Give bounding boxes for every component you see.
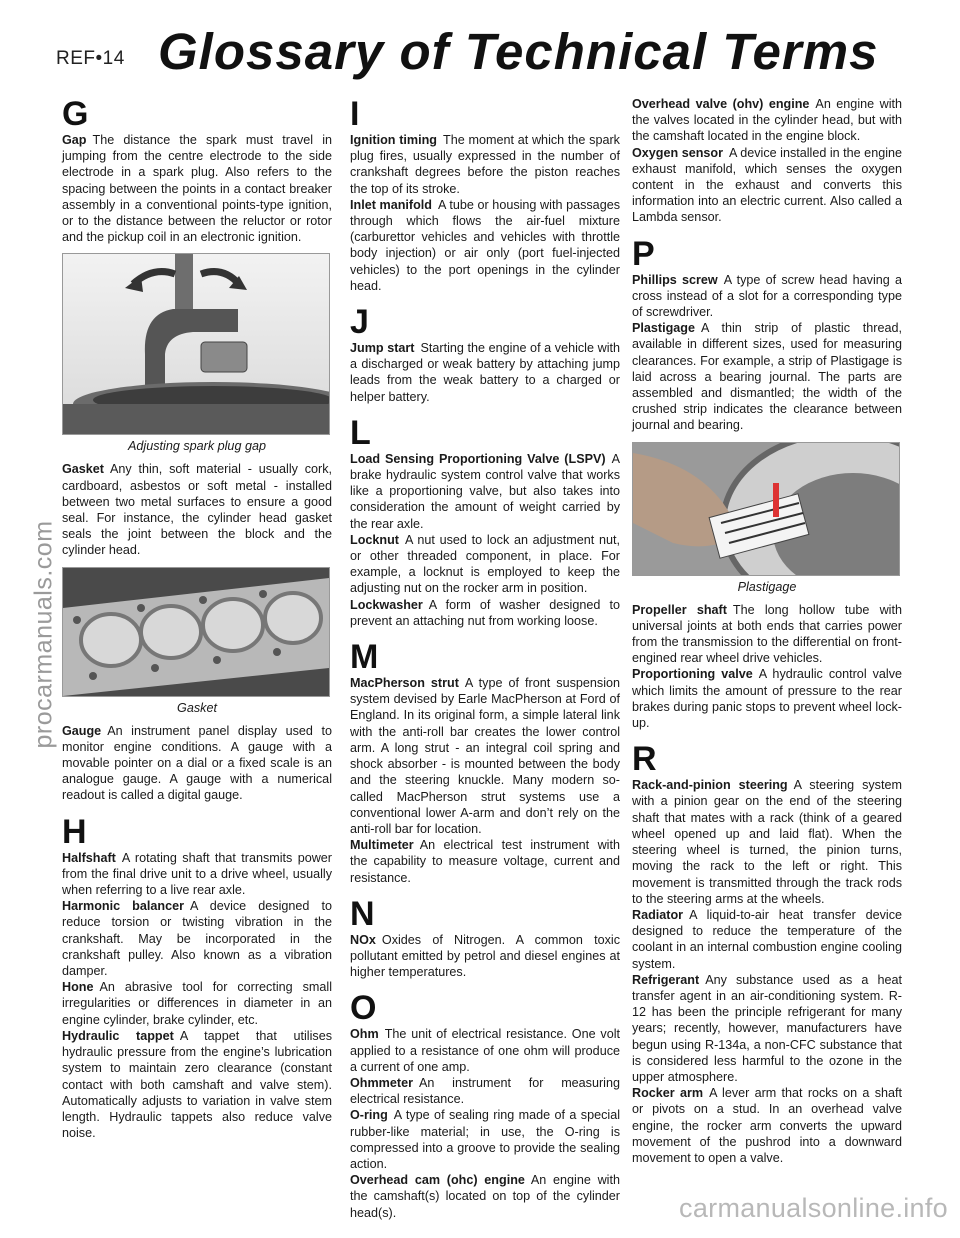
entry-term: Ohm [350, 1027, 379, 1042]
entry-definition: A thin strip of plastic thread, available in different sizes, used for measuring clearances. For example, a strip of Plastigage is laid across a bearing journal. The parts are assembled and dismantled; the width of the crushed strip indicates the clearance between journal and bearing. [632, 321, 902, 433]
glossary-entry [62, 979, 332, 1028]
entry-definition: Any thin, soft material - usually cork, cardboard, asbestos or soft metal - installed between two metal surfaces to ensure a good seal. For instance, the cylinder head gasket seals the joint between the block and the cylinder head. [62, 462, 332, 558]
side-watermark: procarmanuals.com [29, 520, 58, 749]
entry-term: Gap [62, 133, 87, 147]
entry-term: Rack-and-pinion steering [632, 778, 788, 793]
glossary-entry [632, 666, 902, 731]
entry-definition: An instrument for measuring electrical resistance. [350, 1075, 620, 1107]
entry-term: Gasket [62, 462, 105, 477]
section-letter: O [350, 989, 377, 1028]
glossary-entry [62, 898, 332, 979]
entry-term: Refrigerant [632, 972, 700, 987]
section-letter: L [350, 413, 371, 452]
glossary-entry [632, 602, 902, 667]
entry-term: Hone [62, 980, 94, 995]
entry-term: Proportioning valve [632, 667, 753, 682]
entry-definition: A liquid-to-air heat transfer device designed to reduce the temperature of the coolant in an internal combustion engine cooling system. [632, 907, 902, 971]
entry-term: Ohmmeter [350, 1075, 413, 1090]
spark-plug-photo [62, 253, 330, 435]
entry-definition: A device installed in the engine exhaust manifold, which senses the oxygen content in the exhaust and converts this information into an electric current. Also called a Lambda sensor. [632, 145, 903, 225]
entry-definition: A type of sealing ring made of a special rubber-like material; in use, the O-ring is compressed into a groove to provide the sealing action. [350, 1108, 620, 1171]
glossary-entry [632, 272, 902, 321]
figure-caption: Plastigage [737, 579, 797, 594]
entry-term: O-ring [350, 1108, 388, 1123]
page-title: Glossary of Technical Terms [158, 23, 879, 80]
glossary-entry [62, 850, 332, 899]
entry-term: Multimeter [350, 838, 414, 853]
bottom-watermark: carmanualsonline.info [679, 1193, 948, 1223]
section-letter: R [632, 740, 657, 779]
section-letter: M [350, 638, 379, 677]
glossary-entry [350, 932, 620, 981]
entry-definition: A hydraulic control valve which limits the amount of pressure to the rear brakes during panic stops to prevent wheel lock-up. [632, 667, 902, 731]
glossary-entry [350, 532, 620, 597]
glossary-entry [62, 1028, 332, 1141]
entry-term: Propeller shaft [632, 602, 727, 617]
entry-term: Hydraulic tappet [62, 1028, 174, 1043]
entry-definition: The moment at which the spark plug fires, usually expressed in the number of crankshaft degrees before the piston reaches the top of its stroke. [350, 133, 620, 196]
figure-spark-plug [62, 253, 332, 453]
entry-term: Overhead valve (ohv) engine [632, 97, 810, 111]
section-letter: N [350, 894, 375, 933]
entry-term: Plastigage [632, 321, 695, 336]
section-letter: J [350, 303, 369, 342]
glossary-entry [350, 1026, 620, 1075]
glossary-entry [350, 837, 620, 886]
entry-term: Radiator [632, 907, 684, 922]
entry-definition: An engine with the camshaft(s) located on top of the cylinder head(s). [350, 1173, 620, 1220]
figure-caption: Adjusting spark plug gap [128, 439, 266, 454]
entry-term: Harmonic balancer [62, 899, 184, 914]
figure-gasket [62, 567, 332, 715]
glossary-entry [632, 145, 902, 226]
entry-definition: A tube or housing with passages through which flows the air-fuel mixture (carburettor vehicles and vehicles with throttle body injection) or air only (port fuel-injected vehicles) to the port openings in the cylinder head. [350, 197, 620, 293]
entry-term: Phillips screw [632, 272, 718, 287]
entry-term: MacPherson strut [350, 676, 459, 691]
entry-definition: The long hollow tube with universal joints at both ends that carries power from the transmission to the differential on front-engined rear wheel drive vehicles. [632, 602, 902, 666]
section-letter: P [632, 234, 655, 273]
entry-definition: An instrument panel display used to monitor engine conditions. A gauge with a movable pointer on a dial or a fixed scale is an analogue gauge. A gauge with a numerical readout is called a digital gauge. [62, 723, 332, 803]
glossary-entry [632, 96, 902, 145]
glossary-entry [632, 777, 902, 907]
entry-term: Jump start [350, 341, 415, 356]
glossary-entry [632, 320, 902, 433]
entry-term: Halfshaft [62, 850, 116, 865]
glossary-entry [62, 461, 332, 558]
entry-definition: A type of screw head having a cross instead of a slot for a corresponding type of screwdriver. [632, 272, 902, 320]
section-letter: G [62, 95, 89, 133]
glossary-entry [350, 132, 620, 197]
section-letter: H [62, 812, 87, 851]
entry-term: Gauge [62, 723, 102, 738]
glossary-entry [350, 1172, 620, 1221]
figure-caption: Gasket [177, 700, 217, 715]
entry-definition: The distance the spark must travel in jumping from the centre electrode to the side electrode in a spark plug. Also refers to the spacing between the points in a contact breaker assembly in a conventional points-type ignition, or to the distance between the reluctor or rotor and the pickup coil in an electronic ignition. [62, 133, 332, 245]
page-number: REF•14 [56, 48, 125, 69]
entry-term: Overhead cam (ohc) engine [350, 1173, 525, 1188]
entry-definition: A form of washer designed to prevent an attaching nut from working loose. [350, 597, 620, 628]
glossary-entry [350, 675, 620, 837]
glossary-entry [632, 907, 902, 972]
entry-term: Locknut [350, 532, 399, 547]
entry-definition: A steering system with a pinion gear on the end of the steering shaft that mates with a rack (think of a geared wheel opened up and laid flat). When the steering wheel is turned, the pinion turns, moving the rack to the left or right. This movement is transmitted through the track rods to the steering arms at the wheels. [632, 778, 902, 906]
entry-definition: A brake hydraulic system control valve that works like a proportioning valve, but also takes into consideration the amount of weight carried by the rear axle. [350, 451, 620, 531]
entry-definition: A device designed to reduce torsion or twisting vibration in the crankshaft. May be incorporated in the crankshaft pulley. Also known as a vibration damper. [62, 899, 332, 979]
entry-term: Rocker arm [632, 1086, 704, 1101]
column-3 [632, 96, 902, 1166]
glossary-entry [350, 340, 620, 405]
glossary-entry [350, 1107, 620, 1172]
glossary-entry [62, 723, 332, 804]
entry-definition: An electrical test instrument with the capability to measure voltage, current and resistance. [350, 838, 620, 885]
glossary-entry [350, 1075, 620, 1107]
entry-definition: A type of front suspension system devised by Earle MacPherson at Ford of England. In its original form, a simple lateral link with the anti-roll bar creates the lower control arm. A long strut - an integral coil spring and shock absorber - is mounted between the body and the steering knuckle. Many modern so-called MacPherson strut systems use a conventional lower A-arm and don’t rely on the anti-roll bar for location. [350, 676, 621, 836]
entry-definition: Any substance used as a heat transfer agent in an air-conditioning system. R-12 has been the principle refrigerant for many years; recently, however, manufacturers have begun using R-134a, a non-CFC substance that is considered less harmful to the ozone in the upper atmosphere. [632, 972, 902, 1084]
entry-term: Lockwasher [350, 597, 423, 612]
entry-definition: A lever arm that rocks on a shaft or pivots on a stud. In an overhead valve engine, the rocker arm converts the upward movement of the pushrod into a downward movement to open a valve. [632, 1086, 903, 1165]
column-1 [62, 96, 332, 1141]
plastigage-photo [632, 442, 900, 576]
glossary-entry [350, 197, 620, 294]
section-letter: I [350, 95, 360, 133]
glossary-entry [350, 451, 620, 532]
entry-term: Inlet manifold [350, 197, 432, 212]
column-2 [350, 96, 620, 1221]
entry-term: Load Sensing Proportioning Valve (LSPV) [350, 451, 606, 466]
entry-definition: An engine with the valves located in the cylinder head, but with the camshaft located in the engine block. [632, 97, 902, 144]
entry-definition: Oxides of Nitrogen. A common toxic pollutant emitted by petrol and diesel engines at higher temperatures. [350, 932, 620, 980]
entry-definition: A rotating shaft that transmits power from the final drive unit to a drive wheel, usually when referring to a live rear axle. [62, 850, 332, 898]
glossary-entry [632, 1085, 902, 1166]
page-header [48, 18, 928, 84]
glossary-entry [350, 597, 620, 629]
entry-definition: Starting the engine of a vehicle with a discharged or weak battery by attaching jump leads from the weak battery to a charged or helper battery. [350, 341, 620, 404]
gasket-photo [62, 567, 330, 697]
entry-term: Oxygen sensor [632, 145, 724, 160]
glossary-entry [632, 972, 902, 1085]
entry-term: Ignition timing [350, 133, 437, 147]
entry-definition: The unit of electrical resistance. One volt applied to a resistance of one ohm will produce a current of one amp. [350, 1027, 620, 1074]
entry-definition: An abrasive tool for correcting small irregularities or differences in diameter in an engine cylinder, brake cylinder, etc. [62, 980, 332, 1027]
entry-definition: A tappet that utilises hydraulic pressure from the engine’s lubrication system to maintain zero clearance (constant contact with both camshaft and valve stem). Automatically adjusts to variation in valve stem length. Hydraulic tappets also reduce valve noise. [62, 1028, 333, 1141]
entry-term: NOx [350, 932, 376, 947]
figure-plastigage [632, 442, 902, 594]
entry-definition: A nut used to lock an adjustment nut, or other threaded component, in place. For example, a locknut is employed to keep the adjusting nut on the rocker arm in position. [350, 532, 620, 596]
glossary-entry [62, 132, 332, 245]
